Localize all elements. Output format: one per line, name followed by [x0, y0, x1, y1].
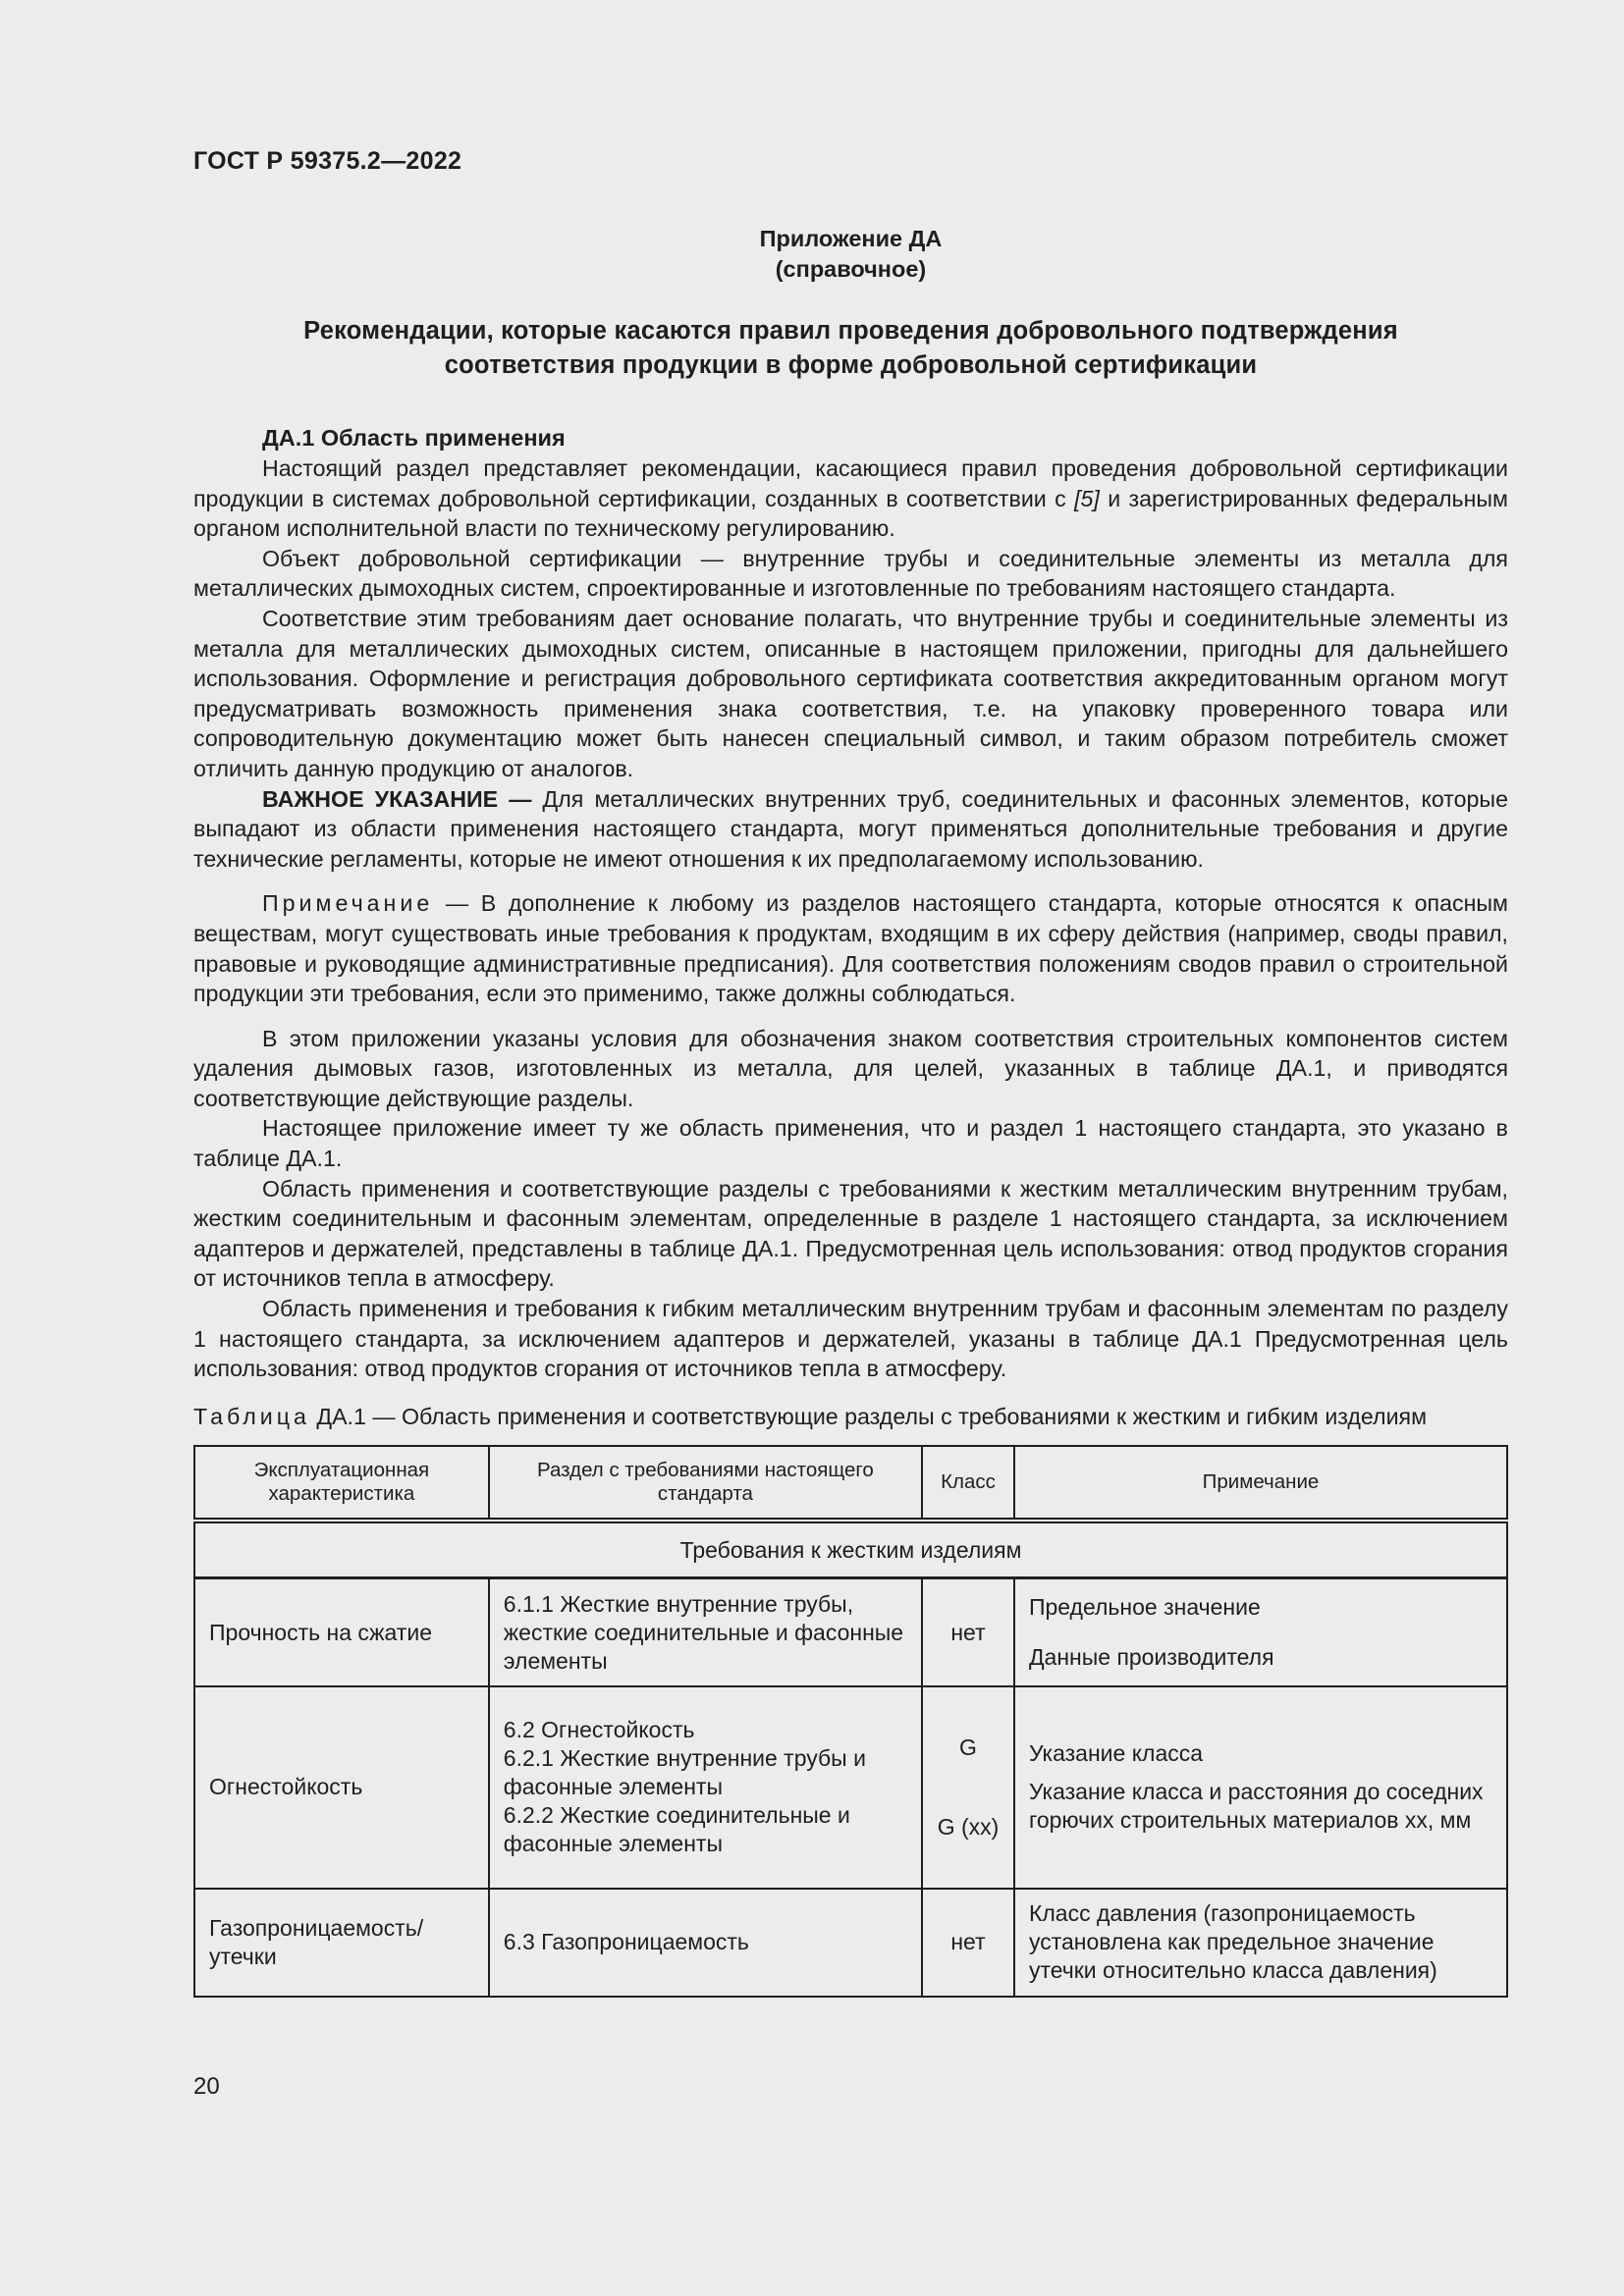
requirements-table: [193, 1445, 1508, 1998]
table-caption-label: Таблица: [193, 1403, 310, 1429]
appendix-title: Приложение ДА: [759, 226, 943, 251]
table-caption: [193, 1402, 1508, 1432]
paragraph-8: Область применения и требования к гибким металлическим внутренним трубам и фасонным элементам по разделу 1 настоящего стандарта, за исключением адаптеров и держателей, указаны в таблице ДА.1 Предусмотренная цель использования: отвод продуктов сгорания от источников тепла в атмосферу.: [193, 1296, 1508, 1382]
header-class: Класс: [922, 1446, 1014, 1521]
note-line: Данные производителя: [1028, 1644, 1274, 1671]
cell-note: [1014, 1686, 1507, 1889]
paragraph-important: [193, 784, 1508, 875]
paragraph-6: Настоящее приложение имеет ту же область применения, что и раздел 1 настоящего стандарта, это указано в таблице ДА.1.: [193, 1115, 1508, 1172]
document-body: [193, 224, 1508, 1998]
note-label: Примечание: [262, 890, 434, 917]
cell-section: 6.1.1 Жесткие внутренние трубы, жесткие соединительные и фасонные элементы: [489, 1578, 922, 1686]
section-line: 6.2.2 Жесткие соединительные и фасонные элементы: [503, 1802, 850, 1857]
paragraph-1: [193, 454, 1508, 544]
section-heading: ДА.1 Область применения: [262, 425, 566, 451]
cell-section: [489, 1686, 922, 1889]
recommendation-title-line2: соответствия продукции в форме добровольной сертификации: [444, 351, 1258, 379]
appendix-heading: [193, 224, 1508, 285]
table-header-row: [194, 1446, 1507, 1521]
table-row: [194, 1578, 1507, 1686]
paragraph-7: Область применения и соответствующие разделы с требованиями к жестким металлическим внутренним трубам, жестким соединительным и фасонным элементам, определенные в разделе 1 настоящего стандарта, за исключением адаптеров и держателей, представлены в таблице ДА.1. Предусмотренная цель использования: отвод продуктов сгорания от источников тепла в атмосферу.: [193, 1175, 1508, 1292]
cell-characteristic: Прочность на сжатие: [194, 1578, 489, 1686]
note-text: — В дополнение к любому из разделов настоящего стандарта, которые относятся к опасным веществам, могут существовать иные требования к продуктам, входящим в их сферу действия (например, своды правил, правовые и руководящие административные предписания). Для соответствия положениям сводов правил о строительной продукции эти требования, если это применимо, также должны соблюдаться.: [193, 890, 1508, 1007]
section-line: 6.2.1 Жесткие внутренние трубы и фасонные элементы: [503, 1745, 866, 1800]
cell-characteristic: Газопроницаемость/ утечки: [194, 1889, 489, 1997]
recommendation-title-line1: Рекомендации, которые касаются правил проведения добровольного подтверждения: [303, 317, 1398, 345]
important-text: Для металлических внутренних труб, соединительных и фасонных элементов, которые выпадают из области применения настоящего стандарта, могут применяться дополнительные требования и другие технические регламенты, которые не имеют отношения к их предполагаемому использованию.: [193, 785, 1508, 872]
section-line: 6.2 Огнестойкость: [503, 1717, 695, 1743]
important-label: ВАЖНОЕ УКАЗАНИЕ —: [262, 785, 532, 812]
header-characteristic: Эксплуатационная характеристика: [194, 1446, 489, 1521]
paragraph-5: В этом приложении указаны условия для обозначения знаком соответствия строительных компонентов систем удаления дымовых газов, изготовленных из металла, для целей, указанных в таблице ДА.1, и приводятся соответствующие действующие разделы.: [193, 1025, 1508, 1111]
header-section: Раздел с требованиями настоящего стандарта: [489, 1446, 922, 1521]
table-group-row: [194, 1521, 1507, 1578]
cell-note: Класс давления (газопроницаемость установлена как предельное значение утечки относительно класса давления): [1014, 1889, 1507, 1997]
table-row: [194, 1889, 1507, 1997]
table-caption-text: ДА.1 — Область применения и соответствующие разделы с требованиями к жестким и гибким изделиям: [309, 1403, 1428, 1429]
header-note: Примечание: [1014, 1446, 1507, 1521]
paragraph-3: Соответствие этим требованиям дает основание полагать, что внутренние трубы и соединительные элементы из металла для металлических дымоходных систем, описанные в настоящем приложении, пригодны для дальнейшего использования. Оформление и регистрация добровольного сертификата соответствия аккредитованным органом могут предусматривать возможность применения знака соответствия, т.е. на упаковку проверенного товара или сопроводительную документацию может быть нанесен специальный символ, и таким образом потребитель сможет отличить данную продукцию от аналогов.: [193, 605, 1508, 781]
class-line: G (xx): [937, 1813, 1000, 1840]
class-line: G: [959, 1734, 977, 1760]
cell-class: нет: [922, 1578, 1014, 1686]
note-paragraph: [193, 888, 1508, 1008]
standard-header: ГОСТ Р 59375.2—2022: [193, 147, 462, 175]
cell-section: 6.3 Газопроницаемость: [489, 1889, 922, 1997]
cell-characteristic: Огнестойкость: [194, 1686, 489, 1889]
recommendation-title: [193, 314, 1508, 383]
cell-note: [1014, 1578, 1507, 1686]
note-line: Указание класса: [1028, 1740, 1204, 1767]
cell-class: [922, 1686, 1014, 1889]
group-label: Требования к жестким изделиям: [194, 1521, 1507, 1578]
paragraph-1-text-a: Настоящий раздел представляет рекомендации, касающиеся правил проведения добровольной сертификации продукции в системах добровольной сертификации, созданных в соответствии с: [193, 455, 1508, 511]
appendix-subtitle: (справочное): [775, 256, 927, 282]
cell-class: нет: [922, 1889, 1014, 1997]
reference-link[interactable]: [5]: [1074, 485, 1100, 511]
paragraph-1-text-b: и зарегистрированных федеральным органом исполнительной власти по техническому регулированию.: [193, 485, 1508, 542]
note-line: Указание класса и расстояния до соседних горючих строительных материалов xx, мм: [1028, 1779, 1484, 1834]
page-number: 20: [193, 2073, 220, 2100]
paragraph-2: Объект добровольной сертификации — внутренние трубы и соединительные элементы из металла для металлических дымоходных систем, спроектированные и изготовленные по требованиям настоящего стандарта.: [193, 545, 1508, 602]
note-line: Предельное значение: [1028, 1594, 1261, 1621]
table-row: [194, 1686, 1507, 1889]
